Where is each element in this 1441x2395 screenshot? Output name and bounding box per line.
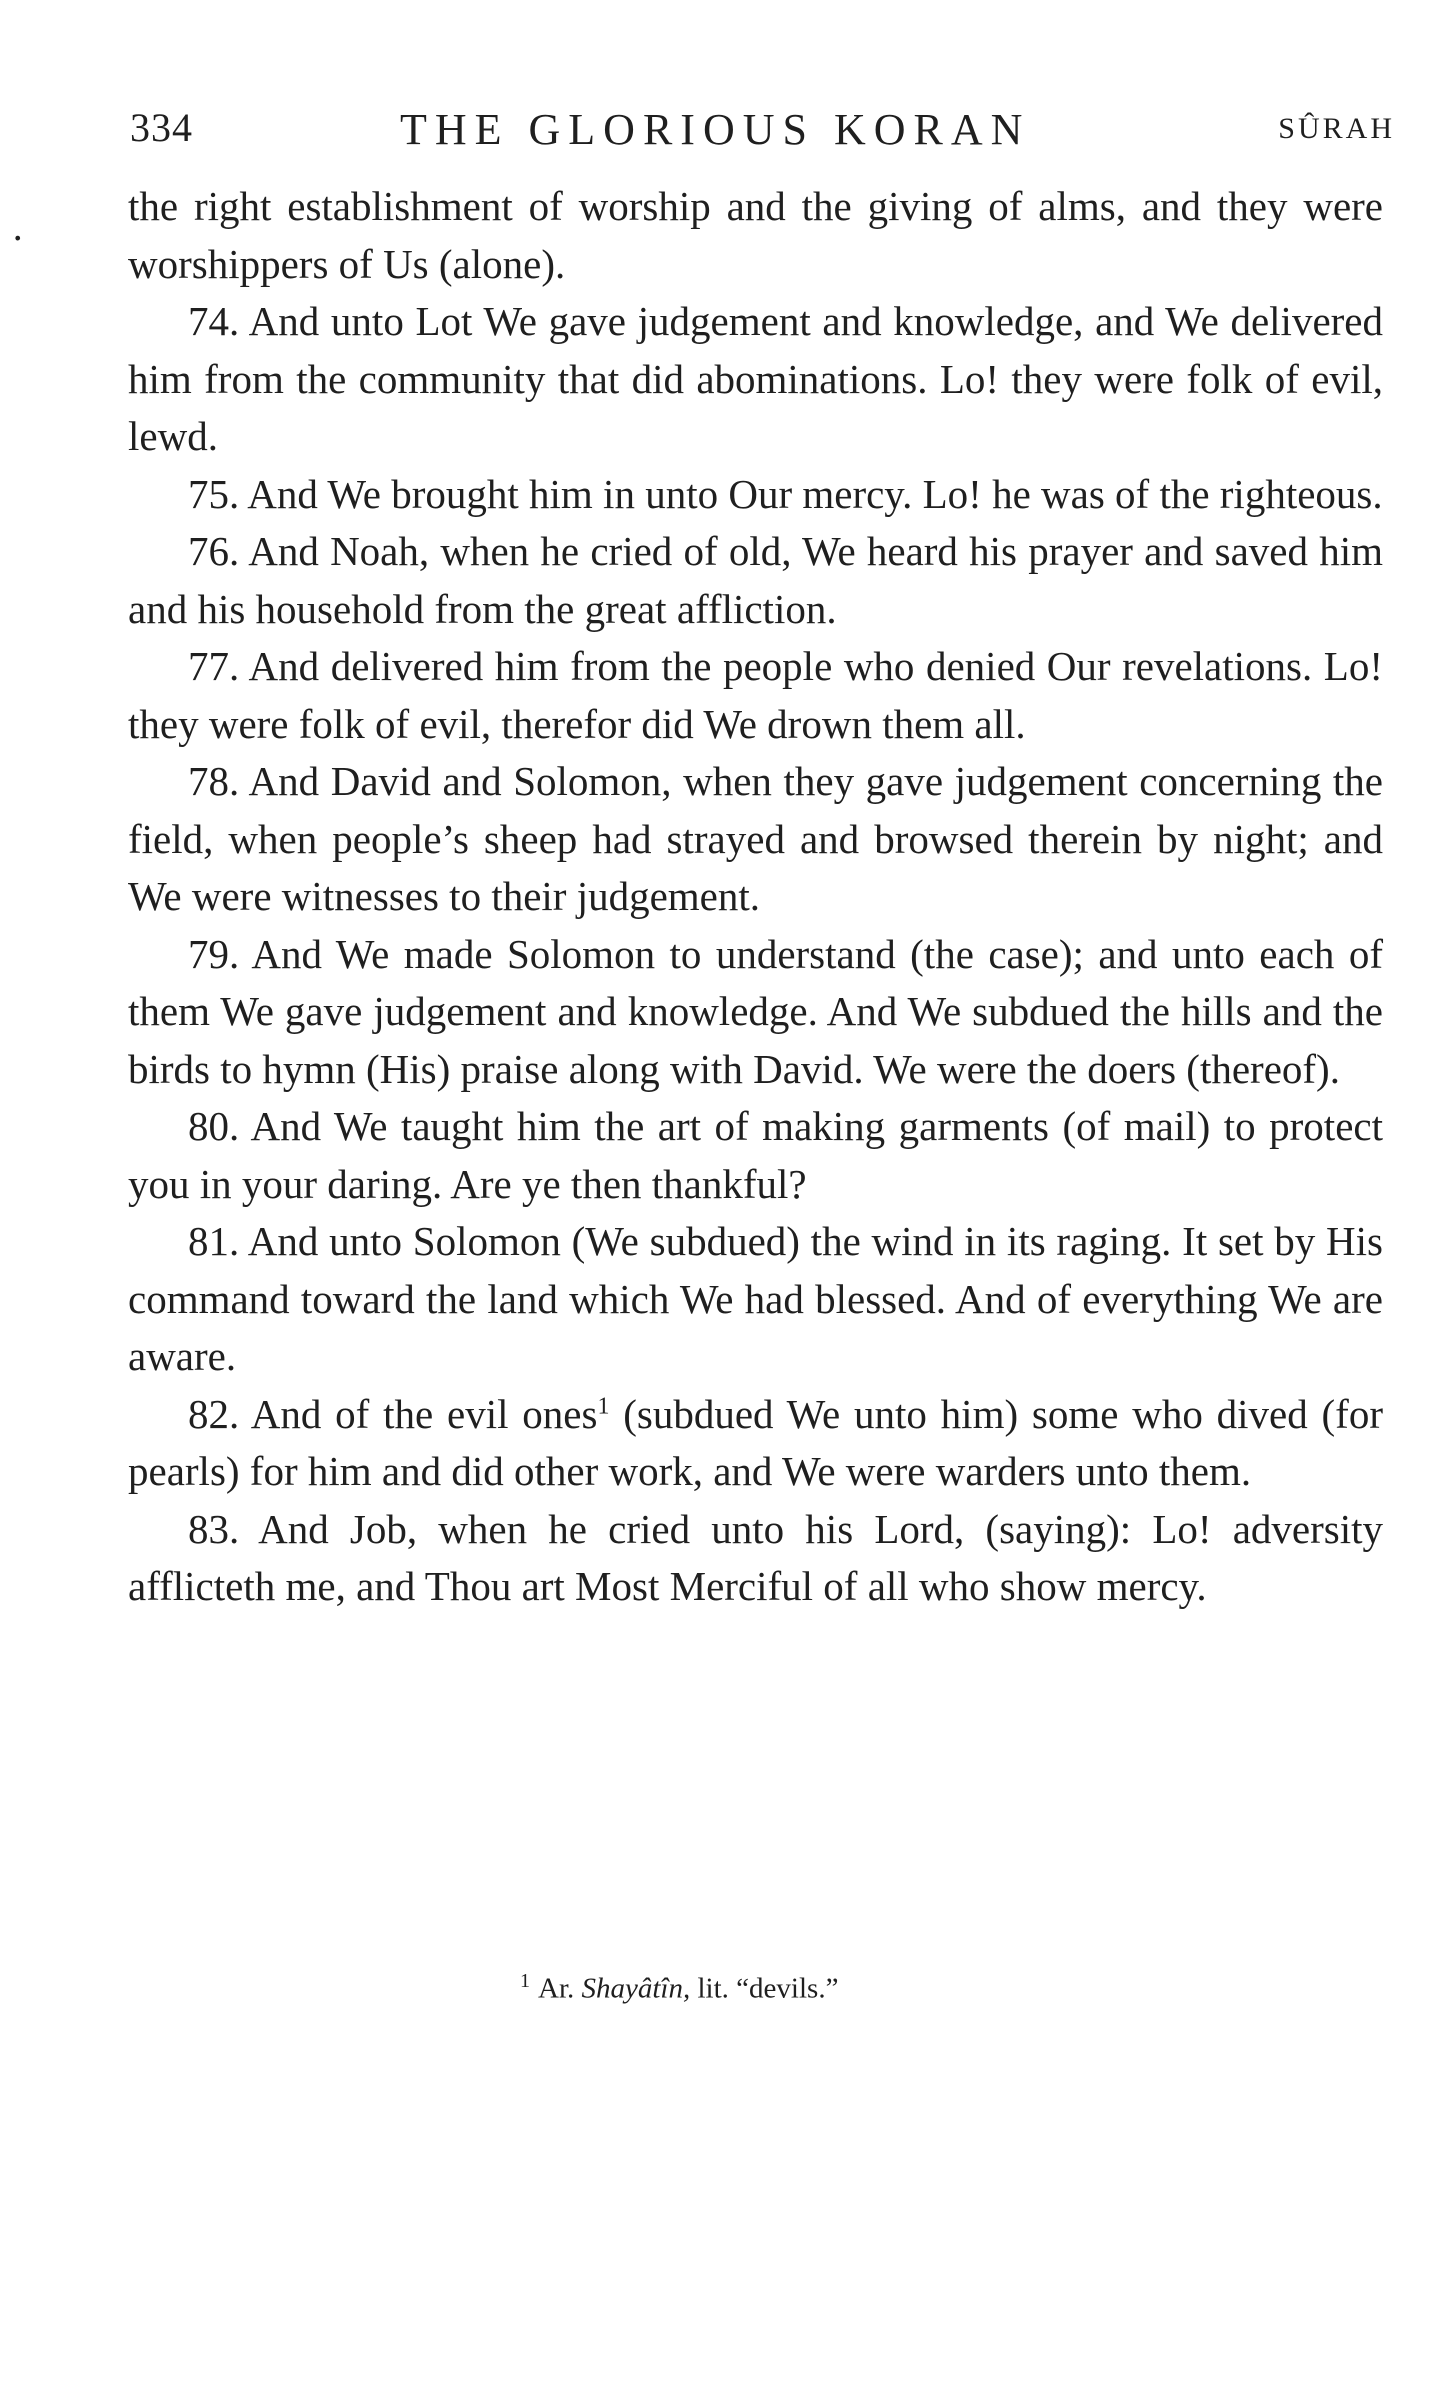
verse-text: And unto Solomon (We subdued) the wind in its raging. It set by His command toward the land which We had blessed. And of everything We are aware. xyxy=(128,1218,1383,1379)
verse-number: 79. xyxy=(188,930,240,977)
footnote-gloss: lit. “devils.” xyxy=(697,1972,839,2005)
verse-text: And David and Solomon, when they gave judgement concerning the field, when people’s sheep had strayed and browsed therein by night; and We were witnesses to their judgement. xyxy=(128,758,1383,919)
verse-text: And We taught him the art of making garments (of mail) to protect you in your daring. Are ye then thankful? xyxy=(128,1103,1383,1207)
footnote-reference[interactable]: 1 xyxy=(597,1392,610,1419)
verse-79 xyxy=(128,926,1383,1099)
page-number: 334 xyxy=(130,105,193,150)
verse-number: 74. xyxy=(188,298,240,344)
verse-83 xyxy=(128,1501,1383,1616)
verse-text: And delivered him from the people who denied Our revelations. Lo! they were folk of evil, therefor did We drown them all. xyxy=(128,643,1383,747)
stray-mark: . xyxy=(12,208,24,249)
verse-number: 77. xyxy=(188,643,240,689)
verse-number: 78. xyxy=(188,758,240,804)
verse-number: 81. xyxy=(188,1218,240,1264)
verse-number: 80. xyxy=(188,1103,240,1149)
verse-number: 82. xyxy=(188,1390,240,1437)
verse-81 xyxy=(128,1213,1383,1386)
body-text xyxy=(128,178,1383,1616)
verse-number: 75. xyxy=(188,470,240,517)
verse-text: And Job, when he cried unto his Lord, (saying): Lo! adversity afflicteth me, and Thou art Most Merciful of all who show mercy. xyxy=(128,1505,1383,1609)
verse-text: And We made Solomon to understand (the case); and unto each of them We gave judgement and knowledge. And We subdued the hills and the birds to hymn (His) praise along with David. We were the doers (thereof). xyxy=(128,930,1383,1092)
verse-number: 76. xyxy=(188,528,240,574)
surah-label: SÛRAH xyxy=(1278,112,1395,145)
footnote-term: Shayâtîn, xyxy=(581,1972,691,2005)
verse-80 xyxy=(128,1098,1383,1213)
verse-text: And We brought him in unto Our mercy. Lo! he was of the righteous. xyxy=(247,470,1383,517)
verse-82 xyxy=(128,1386,1383,1501)
verse-text: And unto Lot We gave judgement and knowledge, and We delivered him from the community that did abominations. Lo! they were folk of evil, lewd. xyxy=(128,298,1383,459)
verse-78 xyxy=(128,753,1383,926)
footnote-number: 1 xyxy=(520,1970,530,1992)
verse-74 xyxy=(128,293,1383,466)
page-header xyxy=(120,104,1395,164)
running-title: THE GLORIOUS KORAN xyxy=(400,105,1031,154)
verse-76 xyxy=(128,523,1383,638)
continuation-paragraph: the right establishment of worship and the giving of alms, and they were worshippers of Us (alone). xyxy=(128,183,1383,287)
footnote-prefix: Ar. xyxy=(538,1972,575,2005)
verse-75 xyxy=(128,466,1383,524)
verse-text-continued: (subdued We unto him) some who dived (for pearls) for him and did other work, and We were warders unto them. xyxy=(128,1390,1383,1494)
verse-77 xyxy=(128,638,1383,753)
verse-text: And of the evil ones xyxy=(250,1390,598,1437)
verse-number: 83. xyxy=(188,1505,240,1552)
footnote xyxy=(520,1970,838,2006)
verse-text: And Noah, when he cried of old, We heard his prayer and saved him and his household from the great affliction. xyxy=(128,528,1383,632)
